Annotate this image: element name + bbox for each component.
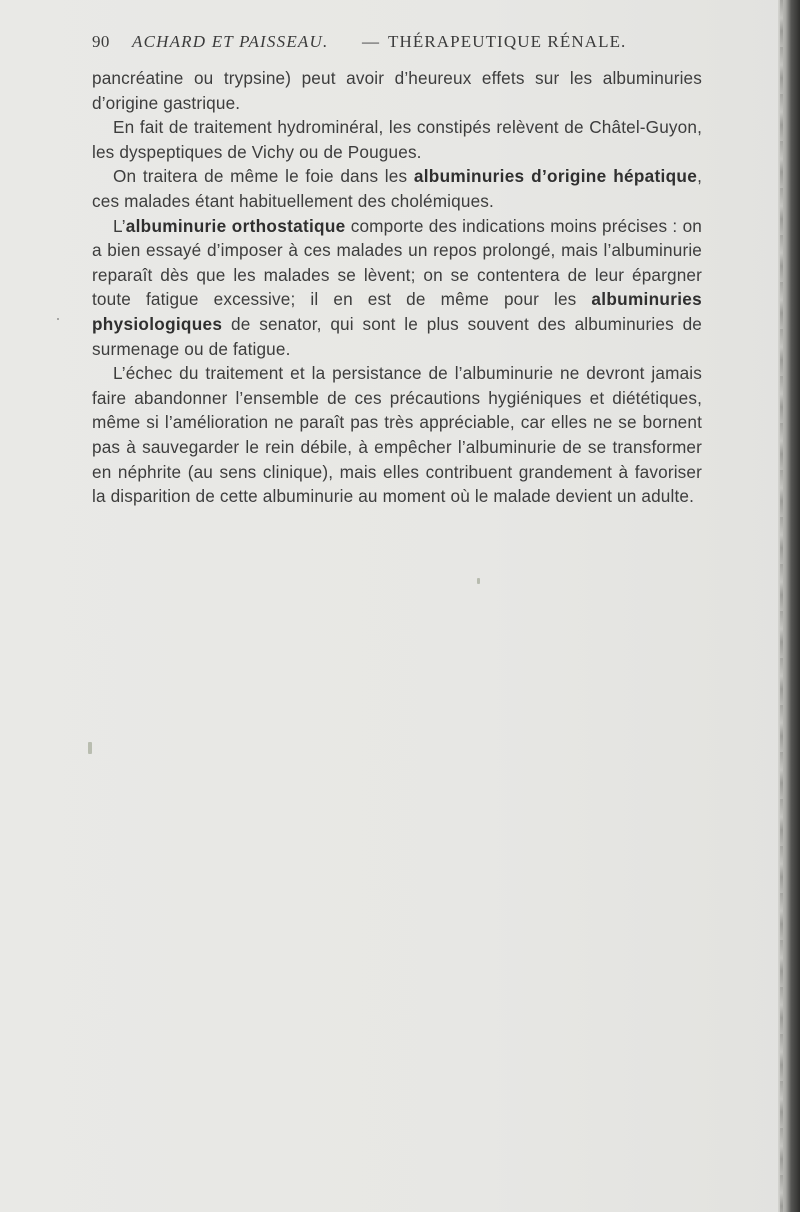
text-run: L’	[113, 215, 126, 236]
paragraph	[92, 115, 702, 164]
text-run: de senator, qui sont le plus souvent des albuminuries de surmenage ou de fatigue.	[92, 313, 702, 359]
scan-speck	[88, 742, 92, 754]
paragraph	[92, 214, 702, 362]
text-run: comporte des indications moins précises : on a bien essayé d’imposer à ces malades un repos prolongé, mais l’albuminurie reparaît dès que les malades se lèvent; on se contentera de leur épargner toute fatigue excessive; il en est de même pour les	[92, 215, 702, 310]
page-number: 90	[92, 32, 110, 51]
bold-term: albuminurie orthostatique	[125, 215, 346, 236]
running-header	[92, 32, 692, 56]
paragraph	[92, 66, 702, 115]
text-run: En fait de traitement hydrominéral, les constipés relèvent de Châtel-Guyon, les dyspeptiques de Vichy ou de Pougues.	[92, 117, 702, 162]
bold-term: albuminuries d’origine hépatique	[413, 166, 698, 187]
header-running-title: THÉRAPEUTIQUE RÉNALE.	[388, 32, 627, 51]
scan-speck	[477, 578, 480, 584]
scan-speck	[57, 318, 59, 320]
body-text	[92, 66, 702, 509]
bold-term: albuminuries physiologiques	[92, 289, 702, 334]
paragraph	[92, 361, 702, 509]
paragraph	[92, 164, 702, 213]
text-run: On traitera de même le foie dans les	[113, 166, 414, 187]
text-run: pancréatine ou trypsine) peut avoir d’heureux effets sur les albuminuries d’origine gastrique.	[92, 68, 702, 113]
text-run: L’échec du traitement et la persistance de l’albuminurie ne devront jamais faire abandonner l’ensemble de ces précautions hygiéniques et diététiques, même si l’amélioration ne paraît pas très appréciable, car elles ne se bornent pas à sauvegarder le rein débile, à empêcher l’albuminurie de se transformer en néphrite (au sens clinique), mais elles contribuent grandement à favoriser la disparition de cette albuminurie au moment où le malade devient un adulte.	[92, 363, 702, 507]
text-run: , ces malades étant habituellement des cholémiques.	[92, 166, 703, 211]
page-edge-shadow	[778, 0, 800, 1212]
header-authors: ACHARD ET PAISSEAU.	[132, 32, 329, 51]
header-separator: —	[362, 32, 380, 51]
